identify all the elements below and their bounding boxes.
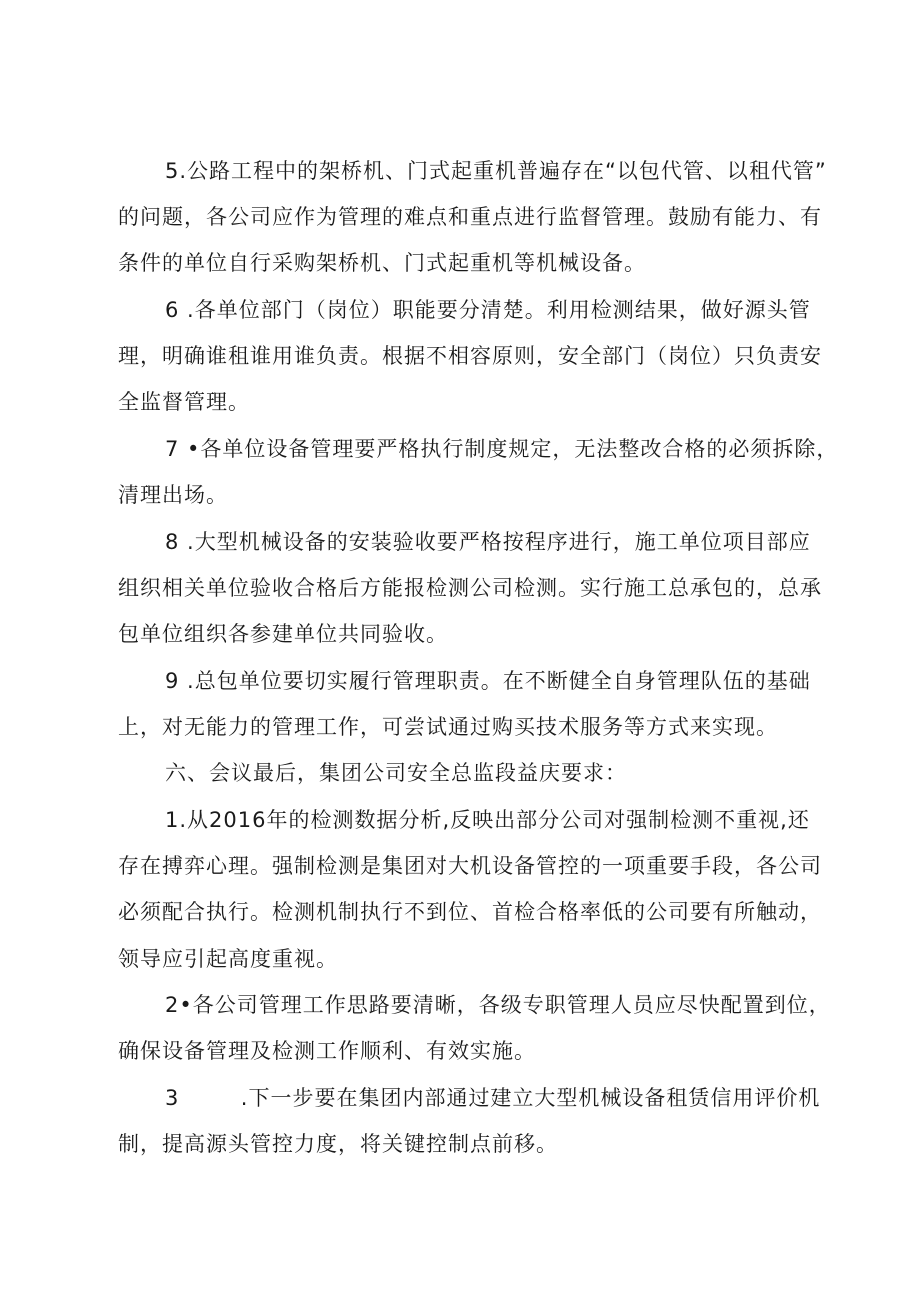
text-line: 2•各公司管理工作思路要清晰，各级专职管理人员应尽快配置到位，: [165, 993, 831, 1017]
text-line: 3 .下一步要在集团内部通过建立大型机械设备租赁信用评价机: [165, 1086, 821, 1110]
text-line: 存在搏弈心理。强制检测是集团对大机设备管控的一项重要手段，各公司: [118, 854, 822, 878]
text-line: 6 .各单位部门（岗位）职能要分清楚。利用检测结果，做好源头管: [165, 298, 811, 322]
section-heading: 六、会议最后，集团公司安全总监段益庆要求：: [165, 761, 627, 785]
text-line: 领导应引起高度重视。: [118, 947, 338, 971]
text-line: 全监督管理。: [118, 390, 250, 414]
text-line: 理，明确谁租谁用谁负责。根据不相容原则，安全部门（岗位）只负责安: [118, 344, 822, 368]
text-line: 条件的单位自行采购架桥机、门式起重机等机械设备。: [118, 251, 646, 275]
text-line: 制，提高源头管控力度，将关键控制点前移。: [118, 1132, 558, 1156]
text-line: 上，对无能力的管理工作，可尝试通过购买技术服务等方式来实现。: [118, 715, 778, 739]
text-line: 5.公路工程中的架桥机、门式起重机普遍存在“以包代管、以租代管”: [165, 159, 827, 183]
text-line: 9 .总包单位要切实履行管理职责。在不断健全自身管理队伍的基础: [165, 669, 811, 693]
text-line: 组织相关单位验收合格后方能报检测公司检测。实行施工总承包的，总承: [118, 576, 822, 600]
text-line: 包单位组织各参建单位共同验收。: [118, 622, 448, 646]
text-line: 7 •各单位设备管理要严格执行制度规定，无法整改合格的必须拆除，: [165, 437, 839, 461]
text-line: 确保设备管理及检测工作顺利、有效实施。: [118, 1039, 536, 1063]
text-line: 的问题，各公司应作为管理的难点和重点进行监督管理。鼓励有能力、有: [118, 205, 822, 229]
text-line: 1.从2016年的检测数据分析,反映出部分公司对强制检测不重视,还: [165, 808, 810, 832]
text-line: 8 .大型机械设备的安装验收要严格按程序进行，施工单位项目部应: [165, 530, 811, 554]
text-line: 清理出场。: [118, 483, 228, 507]
text-line: 必须配合执行。检测机制执行不到位、首检合格率低的公司要有所触动，: [118, 900, 822, 924]
